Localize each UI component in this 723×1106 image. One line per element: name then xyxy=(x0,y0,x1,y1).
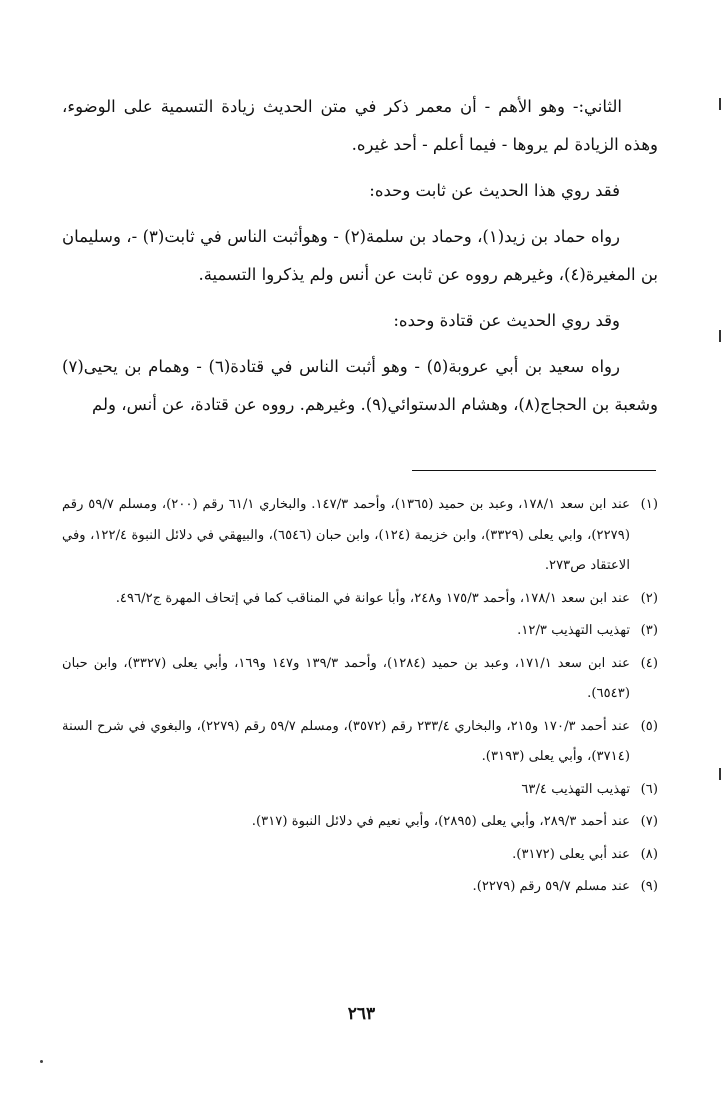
footnote-text: تهذيب التهذيب ٦٣/٤ xyxy=(521,781,630,797)
footnote-item xyxy=(62,840,658,871)
footnote-text: عند أحمد ٢٨٩/٣، وأبي يعلى (٢٨٩٥)، وأبي نعيم في دلائل النبوة (٣١٧). xyxy=(251,814,630,829)
footnotes xyxy=(62,490,658,905)
scan-margin-mark xyxy=(719,98,721,110)
footnote-text: عند مسلم ٥٩/٧ رقم (٢٢٧٩). xyxy=(472,879,630,894)
footnote-number: (٥) xyxy=(640,718,658,734)
footnote-item xyxy=(62,712,658,773)
footnote-item xyxy=(62,775,658,806)
footnote-item xyxy=(62,616,658,647)
scan-margin-mark xyxy=(719,330,721,342)
body-paragraph: وقد روي الحديث عن قتادة وحده: xyxy=(393,311,620,330)
scan-margin-mark xyxy=(719,768,721,780)
scan-speck xyxy=(40,1060,43,1063)
footnote-item xyxy=(62,872,658,903)
footnote-text: عند أحمد ١٧٠/٣ و٢١٥، والبخاري ٢٣٣/٤ رقم (٣٥٧٢)، ومسلم ٥٩/٧ رقم (٢٢٧٩)، والبغوي في شرح السنة (٣٧١٤)، وأبي يعلى (٣١٩٣). xyxy=(62,718,630,764)
footnote-item xyxy=(62,584,658,615)
footnote-number: (٣) xyxy=(640,623,658,638)
footnote-text: عند ابن سعد ١٧٨/١، وعبد بن حميد (١٣٦٥)، وأحمد ١٤٧/٣. والبخاري ٦١/١ رقم (٢٠٠)، ومسلم ٥٩/٧ رقم (٢٢٧٩)، وابي يعلى (٣٣٢٩)، وابن خزيمة (١٢٤)، وابن حبان (٦٥٤٦)، والبيهقي في دلائل النبوة ١٢٢/٤، وفي الاعتقاد ص٢٧٣. xyxy=(62,497,631,573)
footnote-separator xyxy=(412,470,656,471)
footnote-number: (١) xyxy=(640,497,659,512)
footnote-item xyxy=(62,649,658,710)
footnote-text: عند ابن سعد ١٧٨/١، وأحمد ١٧٥/٣ و٢٤٨، وأبا عوانة في المناقب كما في إتحاف المهرة ج٤٩٦/٢. xyxy=(115,590,630,606)
footnote-text: عند أبي يعلى (٣١٧٢). xyxy=(512,846,630,862)
footnote-text: تهذيب التهذيب ١٢/٣. xyxy=(517,623,630,638)
footnote-number: (٢) xyxy=(640,590,658,606)
main-text xyxy=(62,88,658,432)
footnote-number: (٩) xyxy=(640,879,658,894)
body-paragraph: رواه سعيد بن أبي عروبة(٥) - وهو أثبت الناس في قتادة(٦) - وهمام بن يحيى(٧) وشعبة بن الحجاج(٨)، وهشام الدستوائي(٩). وغيرهم. رووه عن قتادة، عن أنس، ولم xyxy=(62,357,658,414)
body-paragraph: فقد روي هذا الحديث عن ثابت وحده: xyxy=(369,181,620,200)
body-paragraph: رواه حماد بن زيد(١)، وحماد بن سلمة(٢) - وهوأثبت الناس في ثابت(٣) -، وسليمان بن المغيرة(٤)، وغيرهم رووه عن ثابت عن أنس ولم يذكروا التسمية. xyxy=(62,227,658,284)
footnote-text: عند ابن سعد ١٧١/١، وعبد بن حميد (١٢٨٤)، وأحمد ١٣٩/٣ و١٤٧ و١٦٩، وأبي يعلى (٣٣٢٧)، وابن حبان (٦٥٤٣). xyxy=(62,655,631,701)
footnote-number: (٨) xyxy=(640,846,658,862)
footnote-item xyxy=(62,807,658,838)
footnote-number: (٤) xyxy=(640,655,659,671)
footnote-item xyxy=(62,490,658,582)
footnote-number: (٧) xyxy=(640,814,658,829)
footnote-number: (٦) xyxy=(640,781,658,797)
body-paragraph: الثاني:- وهو الأهم - أن معمر ذكر في متن الحديث زيادة التسمية على الوضوء، وهذه الزيادة لم يروها - فيما أعلم - أحد غيره. xyxy=(62,97,658,154)
page-number: ٢٦٣ xyxy=(347,1004,376,1024)
